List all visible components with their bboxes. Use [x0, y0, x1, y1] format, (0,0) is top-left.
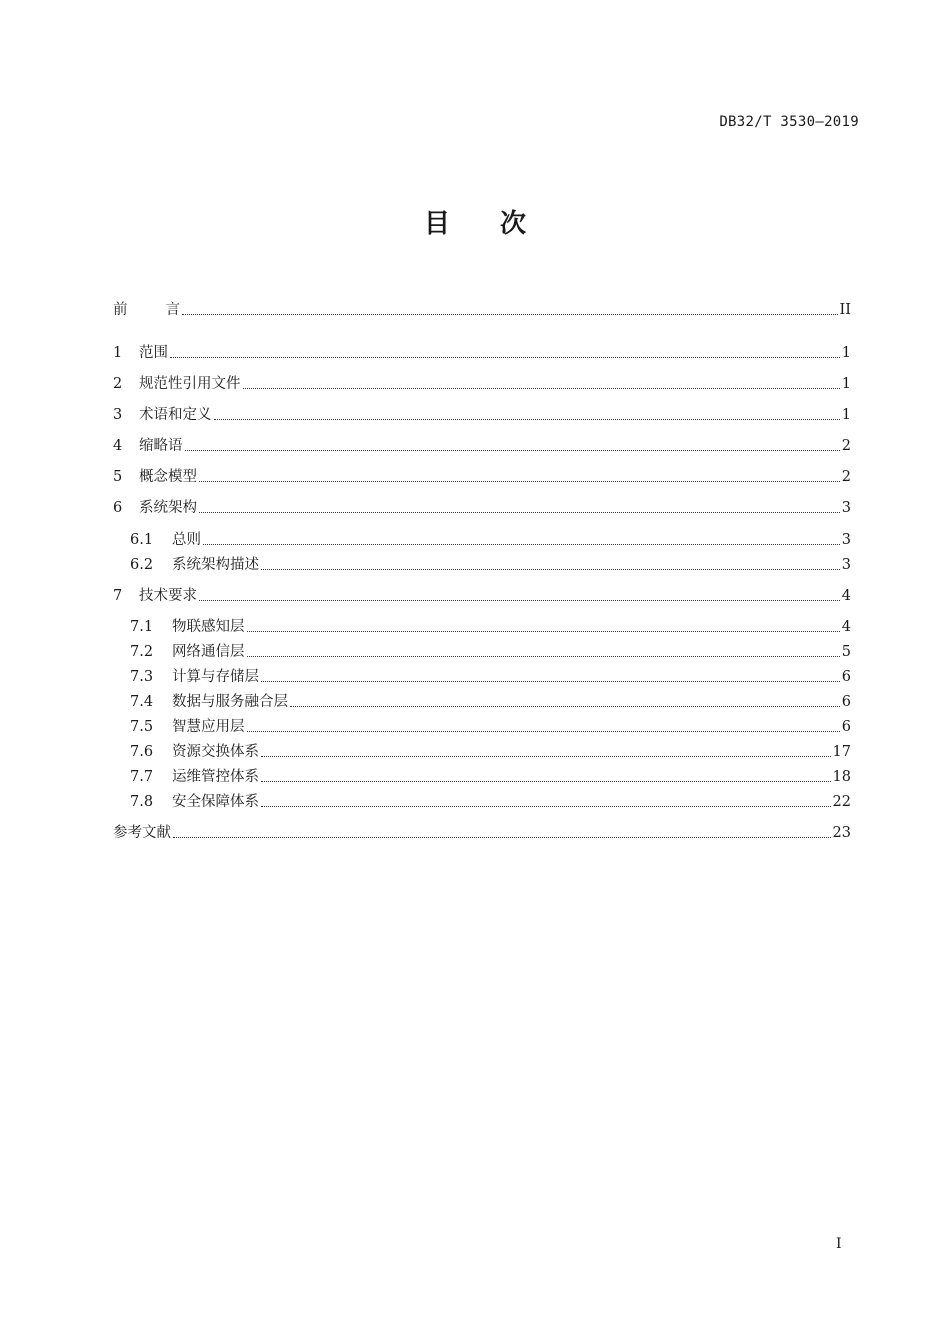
toc-page: 3 [841, 557, 851, 573]
toc-page: 6 [841, 669, 851, 685]
toc-page: 6 [841, 694, 851, 710]
toc-entry-7-6[interactable] [130, 741, 851, 763]
dot-leader [261, 805, 831, 807]
dot-leader [203, 543, 840, 545]
dot-leader [261, 568, 840, 570]
dot-leader [170, 356, 840, 358]
toc-number: 1 [113, 345, 123, 361]
dot-leader [261, 680, 840, 682]
page-title [0, 203, 950, 240]
dot-leader [261, 755, 831, 757]
dot-leader [199, 511, 840, 513]
toc-page: 2 [841, 469, 851, 485]
toc-number: 5 [113, 469, 123, 485]
toc-page: 1 [841, 376, 851, 392]
toc-entry-preface[interactable] [113, 299, 851, 321]
toc-page: 3 [841, 500, 851, 516]
toc-entry-4[interactable] [113, 435, 851, 457]
footer-page-number: I [836, 1236, 842, 1252]
toc-number: 7.1 [130, 619, 154, 635]
dot-leader [247, 630, 840, 632]
toc-label: 言 [165, 302, 180, 318]
toc-number: 7.5 [130, 719, 154, 735]
toc-label: 物联感知层 [172, 619, 245, 635]
toc-entry-5[interactable] [113, 466, 851, 488]
toc-number: 7.6 [130, 744, 154, 760]
toc-number: 2 [113, 376, 123, 392]
toc-entry-6[interactable] [113, 497, 851, 519]
toc-label: 规范性引用文件 [139, 376, 241, 392]
toc-label: 术语和定义 [139, 407, 212, 423]
document-code: DB32/T 3530—2019 [719, 114, 859, 130]
toc-label: 前 [113, 302, 128, 318]
toc-entry-7[interactable] [113, 585, 851, 607]
dot-leader [199, 599, 840, 601]
toc-page: II [839, 302, 851, 318]
toc-entry-3[interactable] [113, 404, 851, 426]
toc-number: 7.2 [130, 644, 154, 660]
toc-label: 总则 [172, 532, 201, 548]
dot-leader [243, 387, 840, 389]
toc-number: 3 [113, 407, 123, 423]
toc-number: 6.1 [130, 532, 154, 548]
toc-label: 运维管控体系 [172, 769, 259, 785]
toc-label: 系统架构描述 [172, 557, 259, 573]
toc-entry-references[interactable] [113, 822, 851, 844]
title-char-2: 次 [500, 209, 527, 239]
toc-entry-1[interactable] [113, 342, 851, 364]
toc-page: 17 [832, 744, 851, 760]
toc-page: 4 [841, 588, 851, 604]
dot-leader [173, 836, 831, 838]
dot-leader [199, 480, 840, 482]
toc-entry-7-4[interactable] [130, 691, 851, 713]
toc-number: 6 [113, 500, 123, 516]
toc-page: 22 [832, 794, 851, 810]
toc-page: 5 [841, 644, 851, 660]
toc-entry-7-5[interactable] [130, 716, 851, 738]
toc-label: 参考文献 [113, 825, 171, 841]
toc-number: 7.4 [130, 694, 154, 710]
dot-leader [247, 655, 840, 657]
toc-page: 1 [841, 345, 851, 361]
dot-leader [185, 449, 840, 451]
toc-number: 7.3 [130, 669, 154, 685]
toc-entry-7-7[interactable] [130, 766, 851, 788]
toc-page: 18 [832, 769, 851, 785]
toc-entry-7-1[interactable] [130, 616, 851, 638]
toc-number: 7 [113, 588, 123, 604]
toc-entry-6-2[interactable] [130, 554, 851, 576]
toc-entry-6-1[interactable] [130, 529, 851, 551]
toc-label: 系统架构 [139, 500, 197, 516]
toc-entry-7-2[interactable] [130, 641, 851, 663]
toc-entry-7-8[interactable] [130, 791, 851, 813]
toc-label: 缩略语 [139, 438, 183, 454]
toc-label: 概念模型 [139, 469, 197, 485]
title-char-1: 目 [423, 209, 450, 239]
toc-number: 4 [113, 438, 123, 454]
toc-label: 资源交换体系 [172, 744, 259, 760]
toc-number: 7.8 [130, 794, 154, 810]
toc-label: 智慧应用层 [172, 719, 245, 735]
dot-leader [290, 705, 840, 707]
toc-page: 2 [841, 438, 851, 454]
toc-page: 6 [841, 719, 851, 735]
toc-label: 数据与服务融合层 [172, 694, 288, 710]
toc-entry-2[interactable] [113, 373, 851, 395]
toc-label: 范围 [139, 345, 168, 361]
dot-leader [182, 313, 838, 315]
dot-leader [261, 780, 831, 782]
toc-label: 技术要求 [139, 588, 197, 604]
toc-page: 23 [832, 825, 851, 841]
toc-page: 4 [841, 619, 851, 635]
toc-entry-7-3[interactable] [130, 666, 851, 688]
toc-number: 6.2 [130, 557, 154, 573]
toc-label: 安全保障体系 [172, 794, 259, 810]
toc-page: 1 [841, 407, 851, 423]
toc-label: 网络通信层 [172, 644, 245, 660]
dot-leader [214, 418, 840, 420]
toc-page: 3 [841, 532, 851, 548]
toc-label: 计算与存储层 [172, 669, 259, 685]
toc-number: 7.7 [130, 769, 154, 785]
dot-leader [247, 730, 840, 732]
